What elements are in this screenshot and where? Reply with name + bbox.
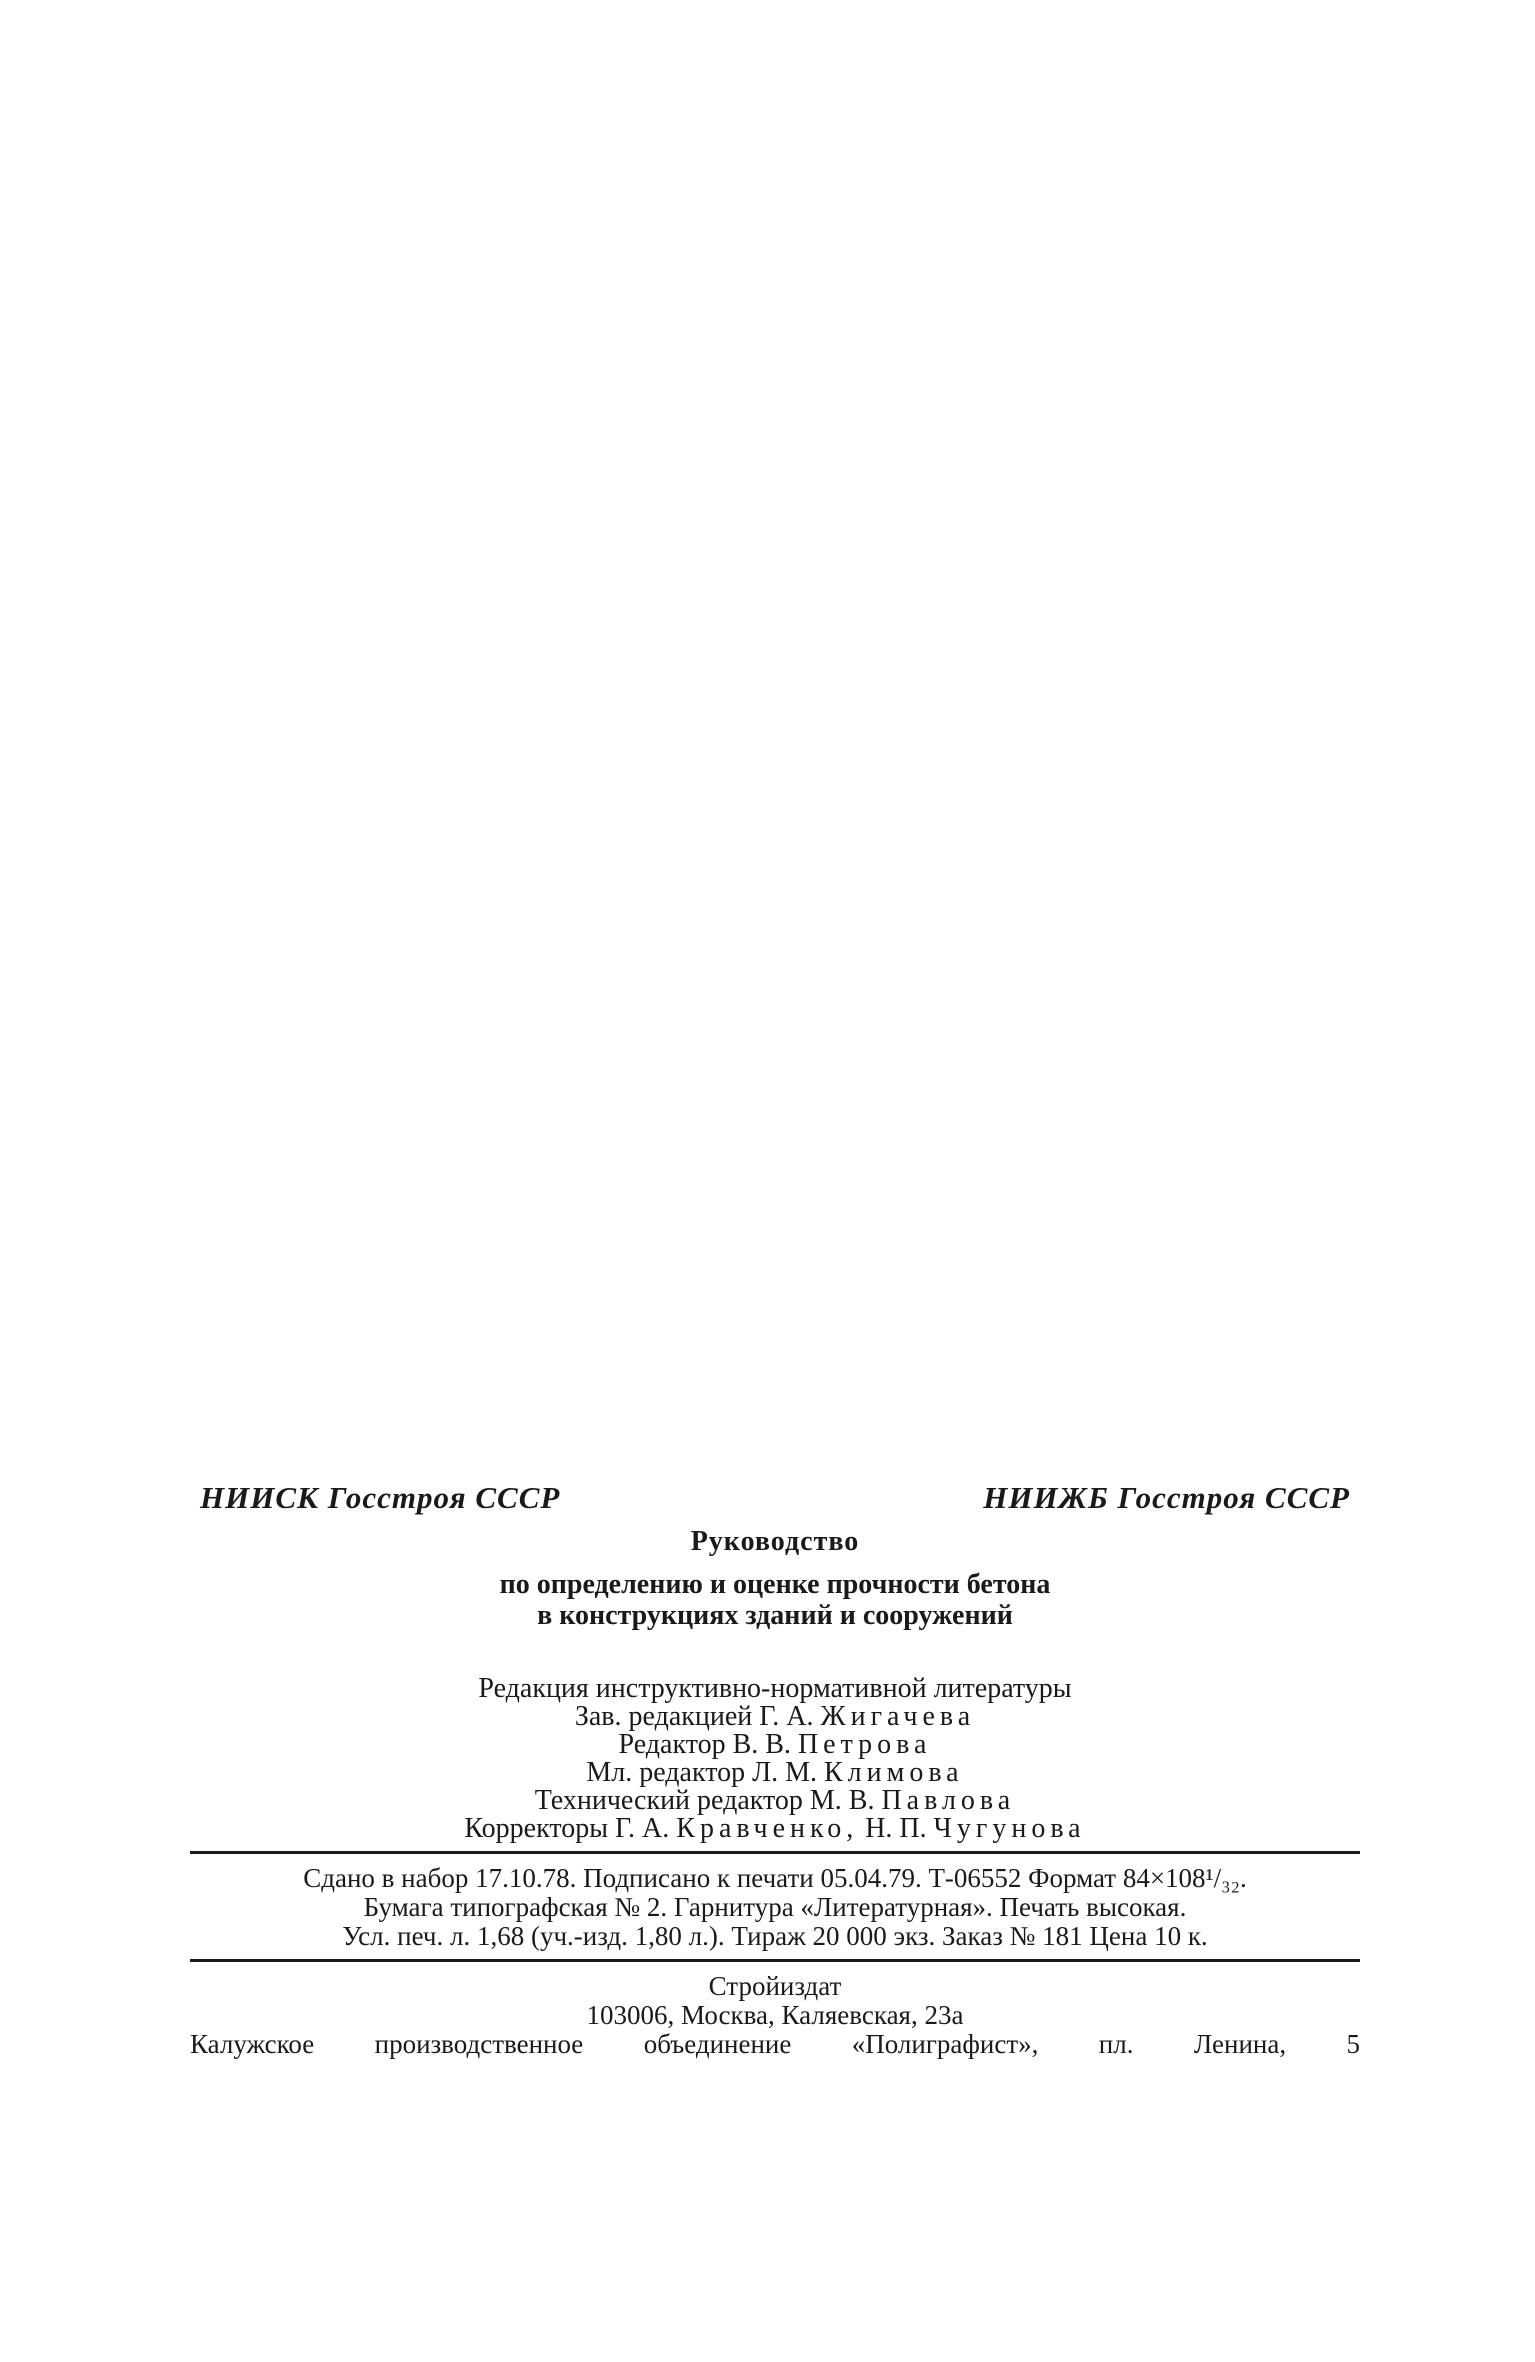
title-main: Руководство	[690, 1526, 860, 1557]
editorial-staff	[190, 1675, 1360, 1843]
staff-head-role: Зав. редакцией Г. А.	[574, 1701, 814, 1732]
colophon	[190, 1480, 1360, 2059]
publisher-info	[190, 1972, 1360, 2059]
publisher-name: Стройиздат	[708, 1971, 842, 2001]
staff-tech-editor-name: Павлова	[881, 1785, 1016, 1816]
staff-editor-name: Петрова	[797, 1729, 932, 1760]
org-right: НИИЖБ Госстроя СССР	[983, 1480, 1350, 1515]
staff-tech-editor	[190, 1787, 1360, 1815]
staff-corrector-2-initials: Н. П.	[865, 1813, 927, 1844]
title-line-2: в конструкциях зданий и сооружений	[537, 1600, 1013, 1631]
print-details-line-3: Усл. печ. л. 1,68 (уч.-изд. 1,80 л.). Тираж 20 000 экз. Заказ № 181 Цена 10 к.	[342, 1921, 1208, 1951]
staff-correctors-role: Корректоры Г. А.	[464, 1813, 670, 1844]
staff-head	[190, 1703, 1360, 1731]
staff-editor-role: Редактор В. В.	[618, 1729, 791, 1760]
staff-head-name: Жигачева	[820, 1701, 976, 1732]
editorial-office: Редакция инструктивно-нормативной литературы	[478, 1673, 1072, 1704]
publisher-address: 103006, Москва, Каляевская, 23а	[586, 2000, 964, 2030]
divider-rule-2	[190, 1959, 1360, 1962]
print-details	[190, 1864, 1360, 1951]
staff-corrector-1-name: Кравченко,	[676, 1813, 859, 1844]
staff-editor	[190, 1731, 1360, 1759]
printer-info: Калужское производственное объединение «Полиграфист», пл. Ленина, 5	[190, 2029, 1360, 2059]
staff-corrector-2-name: Чугунова	[933, 1813, 1086, 1844]
org-left: НИИСК Госстроя СССР	[200, 1480, 561, 1515]
title-line-1: по определению и оценке прочности бетона	[499, 1569, 1051, 1600]
organizations-header	[190, 1480, 1360, 1516]
staff-correctors	[190, 1815, 1360, 1843]
staff-tech-editor-role: Технический редактор М. В.	[534, 1785, 875, 1816]
print-details-line-2: Бумага типографская № 2. Гарнитура «Литературная». Печать высокая.	[363, 1892, 1187, 1922]
staff-junior-editor-name: Климова	[823, 1757, 964, 1788]
staff-junior-editor	[190, 1759, 1360, 1787]
staff-junior-editor-role: Мл. редактор Л. М.	[586, 1757, 817, 1788]
divider-rule-1	[190, 1851, 1360, 1854]
print-details-line-1: Сдано в набор 17.10.78. Подписано к печати 05.04.79. Т-06552 Формат 84×108¹/₃₂.	[303, 1863, 1247, 1893]
book-title	[190, 1526, 1360, 1631]
